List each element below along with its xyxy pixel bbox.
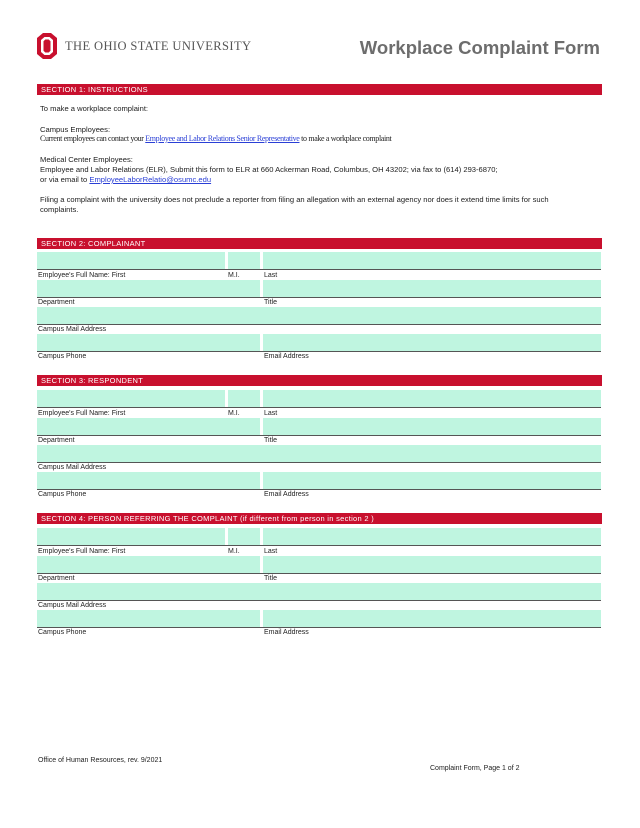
divider [37,324,601,325]
referrer-title-field[interactable] [263,556,601,573]
divider [37,407,601,408]
referrer-mi-field[interactable] [228,528,260,545]
respondent-email-field[interactable] [263,472,601,489]
section2-header: SECTION 2: COMPLAINANT [37,238,602,249]
divider [37,545,601,546]
label-first-name: Employee's Full Name: First [38,548,126,555]
label-department: Department [38,437,75,444]
respondent-mi-field[interactable] [228,390,260,407]
respondent-department-field[interactable] [37,418,260,435]
label-title: Title [264,437,277,444]
complainant-mi-field[interactable] [228,252,260,269]
divider [37,627,601,628]
complainant-department-field[interactable] [37,280,260,297]
complainant-email-field[interactable] [263,334,601,351]
label-mi: M.I. [228,410,240,417]
footer-page-number: Complaint Form, Page 1 of 2 [430,765,520,772]
section1-header: SECTION 1: INSTRUCTIONS [37,84,602,95]
label-email: Email Address [264,353,309,360]
instructions-intro: To make a workplace complaint: [40,104,149,113]
label-campus-mail: Campus Mail Address [38,464,107,471]
respondent-last-name-field[interactable] [263,390,601,407]
complainant-phone-field[interactable] [37,334,260,351]
label-title: Title [264,299,277,306]
medical-center-line2 [40,175,211,185]
label-last: Last [264,410,278,417]
divider [37,462,601,463]
complainant-last-name-field[interactable] [263,252,601,269]
divider [37,435,601,436]
complainant-title-field[interactable] [263,280,601,297]
divider [37,297,601,298]
respondent-mail-address-field[interactable] [37,445,601,462]
label-email: Email Address [264,491,309,498]
label-mi: M.I. [228,548,240,555]
label-department: Department [38,299,75,306]
label-first-name: Employee's Full Name: First [38,272,126,279]
university-name: THE OHIO STATE UNIVERSITY [65,39,252,53]
elr-email-link[interactable]: EmployeeLaborRelatio@osumc.edu [89,175,212,184]
label-email: Email Address [264,629,309,636]
disclaimer-line1: Filing a complaint with the university does not preclude a reporter from filing an allegation with an external agency nor does it extend time limits for such [40,195,549,204]
campus-employees-text [40,134,391,144]
elr-representative-link[interactable]: Employee and Labor Relations Senior Representative [145,134,300,143]
referrer-first-name-field[interactable] [37,528,225,545]
referrer-mail-address-field[interactable] [37,583,601,600]
label-last: Last [264,548,278,555]
referrer-phone-field[interactable] [37,610,260,627]
medical-line2-before: or via email to [40,175,90,184]
respondent-title-field[interactable] [263,418,601,435]
label-campus-phone: Campus Phone [38,629,87,636]
block-o-logo-icon [37,33,57,59]
complainant-first-name-field[interactable] [37,252,225,269]
label-campus-mail: Campus Mail Address [38,326,107,333]
footer-revision: Office of Human Resources, rev. 9/2021 [38,757,163,764]
complainant-mail-address-field[interactable] [37,307,601,324]
section3-header: SECTION 3: RESPONDENT [37,375,602,386]
respondent-phone-field[interactable] [37,472,260,489]
referrer-department-field[interactable] [37,556,260,573]
label-department: Department [38,575,75,582]
divider [37,600,601,601]
campus-text-after: to make a workplace complaint [299,134,392,143]
section4-header: SECTION 4: PERSON REFERRING THE COMPLAINT (if different from person in section 2 ) [37,513,602,524]
divider [37,351,601,352]
label-title: Title [264,575,277,582]
form-title: Workplace Complaint Form [359,37,600,58]
respondent-first-name-field[interactable] [37,390,225,407]
label-campus-phone: Campus Phone [38,353,87,360]
campus-text-before: Current employees can contact your [40,134,146,143]
label-mi: M.I. [228,272,240,279]
referrer-email-field[interactable] [263,610,601,627]
medical-center-heading: Medical Center Employees: [40,155,133,164]
medical-center-line1: Employee and Labor Relations (ELR), Submit this form to ELR at 660 Ackerman Road, Columbus, OH 43202; via fax to (614) 293-6870; [40,165,498,174]
label-first-name: Employee's Full Name: First [38,410,126,417]
campus-employees-heading: Campus Employees: [40,125,111,134]
divider [37,489,601,490]
label-campus-phone: Campus Phone [38,491,87,498]
divider [37,269,601,270]
label-campus-mail: Campus Mail Address [38,602,107,609]
referrer-last-name-field[interactable] [263,528,601,545]
divider [37,573,601,574]
label-last: Last [264,272,278,279]
disclaimer-line2: complaints. [40,205,79,214]
